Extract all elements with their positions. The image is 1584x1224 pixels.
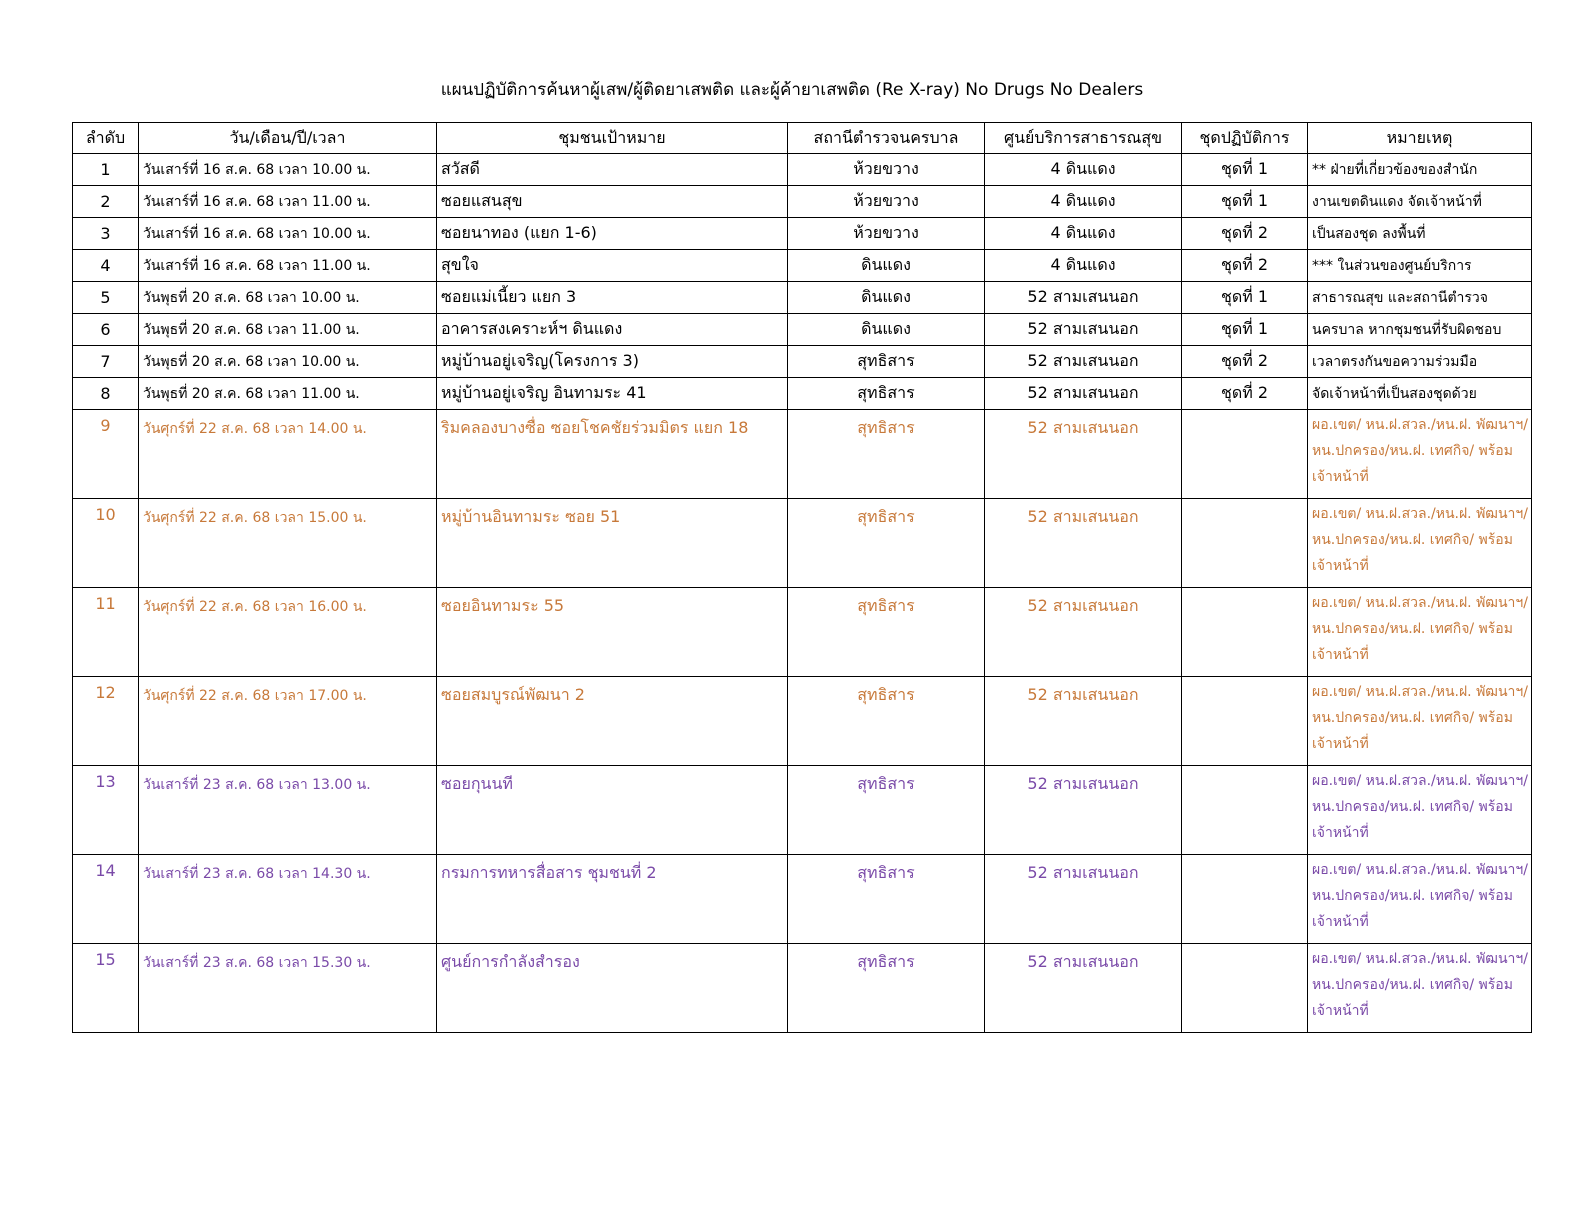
cell-datetime: วันเสาร์ที่ 16 ส.ค. 68 เวลา 10.00 น. <box>139 218 437 250</box>
cell-datetime: วันศุกร์ที่ 22 ส.ค. 68 เวลา 17.00 น. <box>139 677 437 766</box>
cell-station: สุทธิสาร <box>788 410 985 499</box>
cell-station: ห้วยขวาง <box>788 218 985 250</box>
cell-team <box>1182 677 1308 766</box>
header-no: ลำดับ <box>73 123 139 154</box>
cell-community: ซอยนาทอง (แยก 1-6) <box>437 218 788 250</box>
cell-station: สุทธิสาร <box>788 855 985 944</box>
header-datetime: วัน/เดือน/ปี/เวลา <box>139 123 437 154</box>
cell-health-center: 52 สามเสนนอก <box>985 410 1182 499</box>
cell-station: สุทธิสาร <box>788 677 985 766</box>
cell-no: 7 <box>73 346 139 378</box>
cell-note: ผอ.เขต/ หน.ฝ.สวล./หน.ฝ. พัฒนาฯ/ หน.ปกครอง/หน.ฝ. เทศกิจ/ พร้อมเจ้าหน้าที่ <box>1308 677 1532 766</box>
cell-community: หมู่บ้านอินทามระ ซอย 51 <box>437 499 788 588</box>
schedule-table <box>72 122 1532 1033</box>
cell-team: ชุดที่ 1 <box>1182 314 1308 346</box>
cell-community: สุขใจ <box>437 250 788 282</box>
cell-no: 14 <box>73 855 139 944</box>
table-row <box>73 378 1532 410</box>
cell-datetime: วันพุธที่ 20 ส.ค. 68 เวลา 10.00 น. <box>139 282 437 314</box>
cell-community: หมู่บ้านอยู่เจริญ(โครงการ 3) <box>437 346 788 378</box>
cell-station: สุทธิสาร <box>788 944 985 1033</box>
header-community: ชุมชนเป้าหมาย <box>437 123 788 154</box>
cell-community: กรมการทหารสื่อสาร ชุมชนที่ 2 <box>437 855 788 944</box>
cell-station: ห้วยขวาง <box>788 186 985 218</box>
page-title: แผนปฏิบัติการค้นหาผู้เสพ/ผู้ติดยาเสพติด และผู้ค้ายาเสพติด (Re X-ray) No Drugs No Dealers <box>440 80 1144 100</box>
cell-datetime: วันเสาร์ที่ 23 ส.ค. 68 เวลา 15.30 น. <box>139 944 437 1033</box>
table-row <box>73 282 1532 314</box>
cell-community: อาคารสงเคราะห์ฯ ดินแดง <box>437 314 788 346</box>
cell-team <box>1182 855 1308 944</box>
cell-team: ชุดที่ 2 <box>1182 218 1308 250</box>
cell-datetime: วันศุกร์ที่ 22 ส.ค. 68 เวลา 16.00 น. <box>139 588 437 677</box>
table-row <box>73 499 1532 588</box>
cell-datetime: วันพุธที่ 20 ส.ค. 68 เวลา 10.00 น. <box>139 346 437 378</box>
cell-station: สุทธิสาร <box>788 378 985 410</box>
cell-health-center: 52 สามเสนนอก <box>985 314 1182 346</box>
cell-station: ดินแดง <box>788 282 985 314</box>
cell-health-center: 52 สามเสนนอก <box>985 944 1182 1033</box>
header-team: ชุดปฏิบัติการ <box>1182 123 1308 154</box>
cell-note: ผอ.เขต/ หน.ฝ.สวล./หน.ฝ. พัฒนาฯ/ หน.ปกครอง/หน.ฝ. เทศกิจ/ พร้อมเจ้าหน้าที่ <box>1308 410 1532 499</box>
table-row <box>73 410 1532 499</box>
header-row <box>73 123 1532 154</box>
cell-datetime: วันเสาร์ที่ 16 ส.ค. 68 เวลา 11.00 น. <box>139 186 437 218</box>
cell-note: ผอ.เขต/ หน.ฝ.สวล./หน.ฝ. พัฒนาฯ/ หน.ปกครอง/หน.ฝ. เทศกิจ/ พร้อมเจ้าหน้าที่ <box>1308 855 1532 944</box>
cell-community: หมู่บ้านอยู่เจริญ อินทามระ 41 <box>437 378 788 410</box>
table-row <box>73 218 1532 250</box>
cell-no: 6 <box>73 314 139 346</box>
table-row <box>73 944 1532 1033</box>
cell-no: 3 <box>73 218 139 250</box>
cell-note: ผอ.เขต/ หน.ฝ.สวล./หน.ฝ. พัฒนาฯ/ หน.ปกครอง/หน.ฝ. เทศกิจ/ พร้อมเจ้าหน้าที่ <box>1308 499 1532 588</box>
table-row <box>73 677 1532 766</box>
cell-community: ซอยอินทามระ 55 <box>437 588 788 677</box>
cell-no: 11 <box>73 588 139 677</box>
header-health-center: ศูนย์บริการสาธารณสุข <box>985 123 1182 154</box>
cell-note: ** ฝ่ายที่เกี่ยวข้องของสำนัก <box>1308 154 1532 186</box>
cell-no: 8 <box>73 378 139 410</box>
cell-datetime: วันเสาร์ที่ 23 ส.ค. 68 เวลา 13.00 น. <box>139 766 437 855</box>
cell-note: เวลาตรงกันขอความร่วมมือ <box>1308 346 1532 378</box>
cell-note: งานเขตดินแดง จัดเจ้าหน้าที่ <box>1308 186 1532 218</box>
cell-team <box>1182 410 1308 499</box>
cell-team <box>1182 766 1308 855</box>
cell-note: ผอ.เขต/ หน.ฝ.สวล./หน.ฝ. พัฒนาฯ/ หน.ปกครอง/หน.ฝ. เทศกิจ/ พร้อมเจ้าหน้าที่ <box>1308 588 1532 677</box>
cell-health-center: 52 สามเสนนอก <box>985 677 1182 766</box>
cell-note: เป็นสองชุด ลงพื้นที่ <box>1308 218 1532 250</box>
cell-no: 10 <box>73 499 139 588</box>
cell-note: สาธารณสุข และสถานีตำรวจ <box>1308 282 1532 314</box>
cell-team <box>1182 588 1308 677</box>
table-row <box>73 314 1532 346</box>
cell-datetime: วันศุกร์ที่ 22 ส.ค. 68 เวลา 15.00 น. <box>139 499 437 588</box>
table-row <box>73 766 1532 855</box>
cell-station: ห้วยขวาง <box>788 154 985 186</box>
table-header <box>73 123 1532 154</box>
table-row <box>73 346 1532 378</box>
cell-no: 15 <box>73 944 139 1033</box>
cell-datetime: วันพุธที่ 20 ส.ค. 68 เวลา 11.00 น. <box>139 314 437 346</box>
cell-community: ซอยกุนนที <box>437 766 788 855</box>
cell-team <box>1182 499 1308 588</box>
table-row <box>73 154 1532 186</box>
table-row <box>73 855 1532 944</box>
cell-community: ซอยแม่เนี้ยว แยก 3 <box>437 282 788 314</box>
cell-community: ซอยแสนสุข <box>437 186 788 218</box>
cell-no: 12 <box>73 677 139 766</box>
cell-health-center: 52 สามเสนนอก <box>985 855 1182 944</box>
table-body <box>73 154 1532 1033</box>
cell-team: ชุดที่ 1 <box>1182 282 1308 314</box>
cell-note: ผอ.เขต/ หน.ฝ.สวล./หน.ฝ. พัฒนาฯ/ หน.ปกครอง/หน.ฝ. เทศกิจ/ พร้อมเจ้าหน้าที่ <box>1308 944 1532 1033</box>
cell-station: สุทธิสาร <box>788 499 985 588</box>
cell-no: 9 <box>73 410 139 499</box>
cell-team: ชุดที่ 1 <box>1182 154 1308 186</box>
cell-station: ดินแดง <box>788 314 985 346</box>
cell-station: สุทธิสาร <box>788 588 985 677</box>
cell-team: ชุดที่ 2 <box>1182 250 1308 282</box>
cell-no: 5 <box>73 282 139 314</box>
cell-datetime: วันเสาร์ที่ 16 ส.ค. 68 เวลา 10.00 น. <box>139 154 437 186</box>
cell-note: ผอ.เขต/ หน.ฝ.สวล./หน.ฝ. พัฒนาฯ/ หน.ปกครอง/หน.ฝ. เทศกิจ/ พร้อมเจ้าหน้าที่ <box>1308 766 1532 855</box>
cell-health-center: 52 สามเสนนอก <box>985 346 1182 378</box>
cell-health-center: 52 สามเสนนอก <box>985 766 1182 855</box>
header-note: หมายเหตุ <box>1308 123 1532 154</box>
cell-team <box>1182 944 1308 1033</box>
cell-no: 4 <box>73 250 139 282</box>
cell-station: ดินแดง <box>788 250 985 282</box>
cell-community: ศูนย์การกำลังสำรอง <box>437 944 788 1033</box>
cell-datetime: วันพุธที่ 20 ส.ค. 68 เวลา 11.00 น. <box>139 378 437 410</box>
cell-no: 13 <box>73 766 139 855</box>
cell-health-center: 52 สามเสนนอก <box>985 588 1182 677</box>
cell-health-center: 52 สามเสนนอก <box>985 499 1182 588</box>
cell-health-center: 4 ดินแดง <box>985 250 1182 282</box>
cell-datetime: วันเสาร์ที่ 16 ส.ค. 68 เวลา 11.00 น. <box>139 250 437 282</box>
cell-note: จัดเจ้าหน้าที่เป็นสองชุดด้วย <box>1308 378 1532 410</box>
cell-team: ชุดที่ 2 <box>1182 378 1308 410</box>
cell-community: สวัสดี <box>437 154 788 186</box>
cell-health-center: 4 ดินแดง <box>985 186 1182 218</box>
cell-health-center: 52 สามเสนนอก <box>985 282 1182 314</box>
cell-community: ซอยสมบูรณ์พัฒนา 2 <box>437 677 788 766</box>
cell-station: สุทธิสาร <box>788 346 985 378</box>
cell-no: 1 <box>73 154 139 186</box>
cell-community: ริมคลองบางซื่อ ซอยโชคชัยร่วมมิตร แยก 18 <box>437 410 788 499</box>
cell-health-center: 52 สามเสนนอก <box>985 378 1182 410</box>
table-row <box>73 588 1532 677</box>
cell-health-center: 4 ดินแดง <box>985 218 1182 250</box>
table-row <box>73 186 1532 218</box>
cell-note: นครบาล หากชุมชนที่รับผิดชอบ <box>1308 314 1532 346</box>
cell-team: ชุดที่ 1 <box>1182 186 1308 218</box>
cell-station: สุทธิสาร <box>788 766 985 855</box>
header-station: สถานีตำรวจนครบาล <box>788 123 985 154</box>
cell-health-center: 4 ดินแดง <box>985 154 1182 186</box>
table-row <box>73 250 1532 282</box>
cell-team: ชุดที่ 2 <box>1182 346 1308 378</box>
cell-datetime: วันศุกร์ที่ 22 ส.ค. 68 เวลา 14.00 น. <box>139 410 437 499</box>
cell-datetime: วันเสาร์ที่ 23 ส.ค. 68 เวลา 14.30 น. <box>139 855 437 944</box>
cell-note: *** ในส่วนของศูนย์บริการ <box>1308 250 1532 282</box>
cell-no: 2 <box>73 186 139 218</box>
